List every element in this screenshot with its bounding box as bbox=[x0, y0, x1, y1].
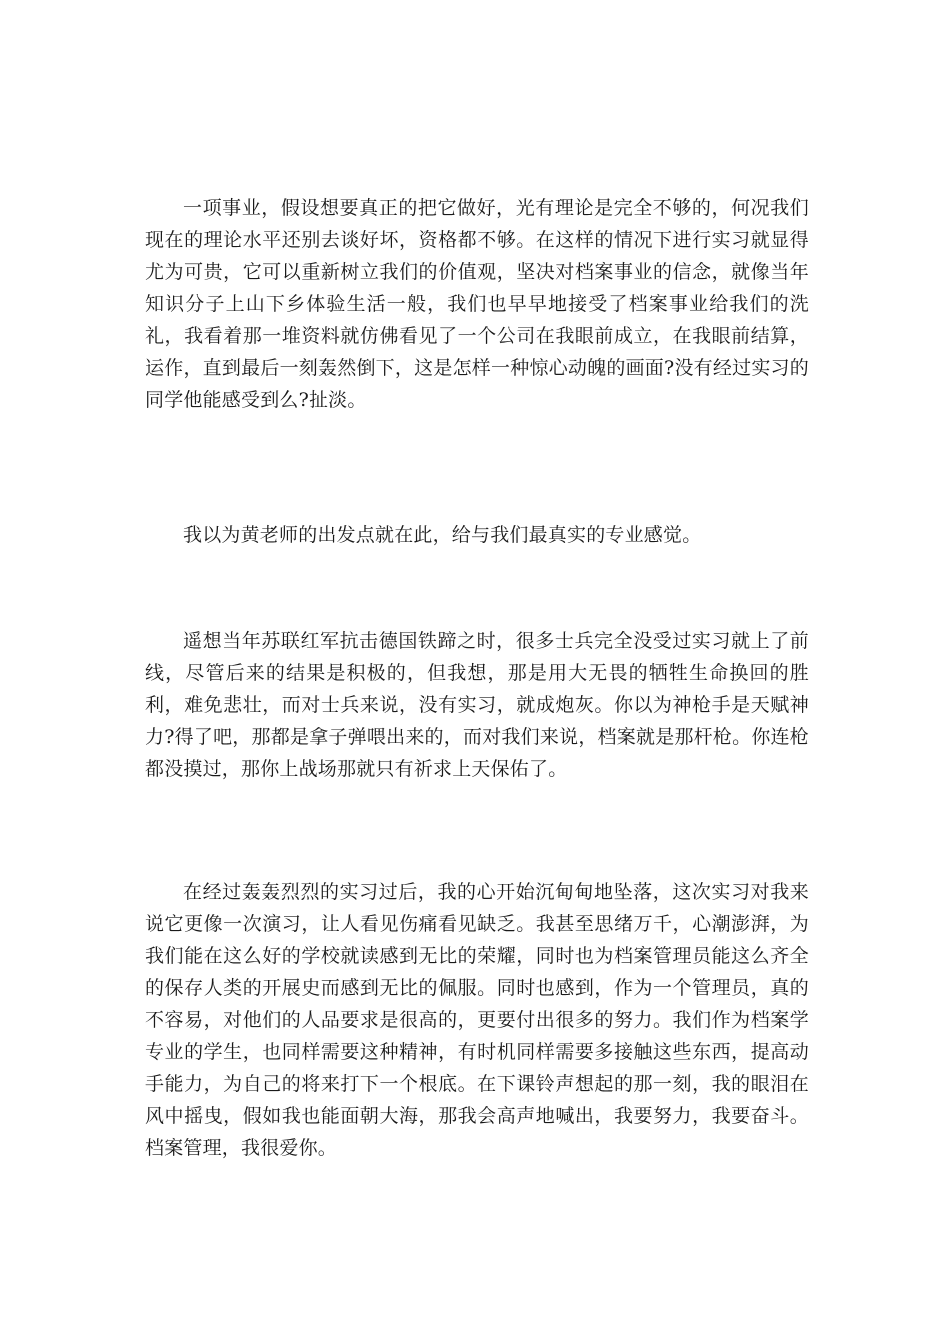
paragraph-reflection: 在经过轰轰烈烈的实习过后，我的心开始沉甸甸地坠落，这次实习对我来说它更像一次演习，让人看见伤痛看见缺乏。我甚至思绪万千，心潮澎湃，为我们能在这么好的学校就读感到无比的荣耀，同时也为档案管理员能这么齐全的保存人类的开展史而感到无比的佩服。同时也感到，作为一个管理员，真的不容易，对他们的人品要求是很高的，更要付出很多的努力。我们作为档案学专业的学生，也同样需要这种精神，有时机同样需要多接触这些东西，提高动手能力，为自己的将来打下一个根底。在下课铃声想起的那一刻，我的眼泪在风中摇曳，假如我也能面朝大海，那我会高声地喊出，我要努力，我要奋斗。档案管理，我很爱你。 bbox=[145, 881, 809, 1159]
paragraph-soldier-analogy: 遥想当年苏联红军抗击德国铁蹄之时，很多士兵完全没受过实习就上了前线，尽管后来的结果是积极的，但我想，那是用大无畏的牺牲生命换回的胜利，难免悲壮，而对士兵来说，没有实习，就成炮灰。你以为神枪手是天赋神力?得了吧，那都是拿子弹喂出来的，而对我们来说，档案就是那杆枪。你连枪都没摸过，那你上战场那就只有祈求上天保佑了。 bbox=[145, 630, 809, 780]
paragraph-teacher-intent: 我以为黄老师的出发点就在此，给与我们最真实的专业感觉。 bbox=[183, 524, 702, 546]
paragraph-internship-value: 一项事业，假设想要真正的把它做好，光有理论是完全不够的，何况我们现在的理论水平还别去谈好坏，资格都不够。在这样的情况下进行实习就显得尤为可贵，它可以重新树立我们的价值观，坚决对档案事业的信念，就像当年知识分子上山下乡体验生活一般，我们也早早地接受了档案事业给我们的洗礼，我看着那一堆资料就仿佛看见了一个公司在我眼前成立，在我眼前结算，运作，直到最后一刻轰然倒下，这是怎样一种惊心动魄的画面?没有经过实习的同学他能感受到么?扯淡。 bbox=[145, 197, 809, 411]
